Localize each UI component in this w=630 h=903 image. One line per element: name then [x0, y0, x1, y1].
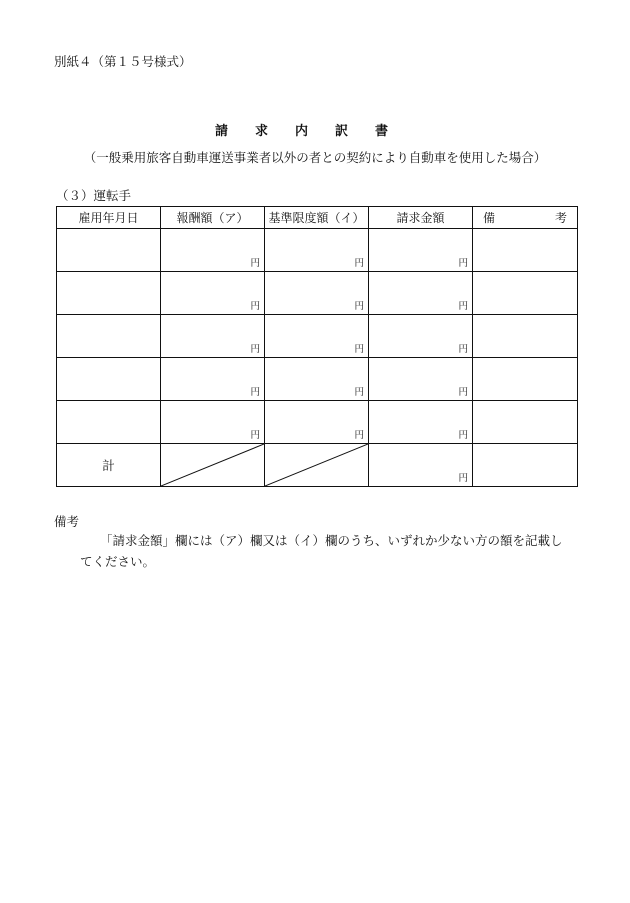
total-remarks-cell — [473, 444, 578, 487]
header-standard-limit: 基準限度額（イ） — [265, 207, 369, 229]
date-cell — [57, 315, 161, 358]
table-row — [57, 358, 578, 401]
yen-unit: 円 — [458, 301, 468, 312]
claim-cell — [369, 229, 473, 272]
table-row — [57, 315, 578, 358]
appendix-label: 別紙４（第１５号様式） — [54, 54, 192, 69]
table-row — [57, 229, 578, 272]
date-cell — [57, 229, 161, 272]
section-label: （３）運転手 — [56, 188, 132, 203]
header-employment-date: 雇用年月日 — [57, 207, 161, 229]
remarks-cell — [473, 272, 578, 315]
table-row — [57, 272, 578, 315]
yen-unit: 円 — [458, 258, 468, 269]
date-cell — [57, 401, 161, 444]
limit-cell — [265, 358, 369, 401]
claim-cell — [369, 272, 473, 315]
yen-unit: 円 — [458, 430, 468, 441]
limit-cell — [265, 272, 369, 315]
yen-unit: 円 — [250, 430, 260, 441]
remuneration-cell — [161, 315, 265, 358]
header-claim-amount: 請求金額 — [369, 207, 473, 229]
diagonal-strike — [265, 444, 368, 486]
remarks-cell — [473, 401, 578, 444]
yen-unit: 円 — [354, 258, 364, 269]
remarks-heading: 備考 — [54, 514, 80, 529]
header-remuneration: 報酬額（ア） — [161, 207, 265, 229]
document-subtitle: （一般乗用旅客自動車運送事業者以外の者との契約により自動車を使用した場合） — [83, 150, 547, 165]
total-label: 計 — [57, 444, 161, 487]
total-row — [57, 444, 578, 487]
date-cell — [57, 272, 161, 315]
remarks-cell — [473, 315, 578, 358]
yen-unit: 円 — [250, 387, 260, 398]
remuneration-cell — [161, 358, 265, 401]
table-row — [57, 401, 578, 444]
claim-cell — [369, 401, 473, 444]
header-remarks — [473, 207, 578, 229]
yen-unit: 円 — [354, 430, 364, 441]
remuneration-cell — [161, 229, 265, 272]
header-remarks-left: 備 — [483, 211, 496, 225]
date-cell — [57, 358, 161, 401]
total-limit-cell — [265, 444, 369, 487]
diagonal-strike — [161, 444, 264, 486]
remarks-text: 「請求金額」欄には（ア）欄又は（イ）欄のうち、いずれか少ない方の額を記載してください。 — [80, 533, 563, 569]
total-claim-cell — [369, 444, 473, 487]
limit-cell — [265, 401, 369, 444]
yen-unit: 円 — [354, 301, 364, 312]
limit-cell — [265, 315, 369, 358]
yen-unit: 円 — [458, 473, 468, 484]
remuneration-cell — [161, 272, 265, 315]
total-remuneration-cell — [161, 444, 265, 487]
remuneration-cell — [161, 401, 265, 444]
yen-unit: 円 — [458, 344, 468, 355]
document-title: 請求内訳書 — [214, 124, 415, 139]
yen-unit: 円 — [250, 344, 260, 355]
breakdown-table — [56, 206, 578, 487]
remarks-cell — [473, 358, 578, 401]
claim-cell — [369, 315, 473, 358]
remarks-cell — [473, 229, 578, 272]
yen-unit: 円 — [250, 258, 260, 269]
yen-unit: 円 — [250, 301, 260, 312]
header-row — [57, 207, 578, 229]
limit-cell — [265, 229, 369, 272]
yen-unit: 円 — [354, 387, 364, 398]
header-remarks-right: 考 — [554, 211, 567, 225]
yen-unit: 円 — [354, 344, 364, 355]
claim-cell — [369, 358, 473, 401]
yen-unit: 円 — [458, 387, 468, 398]
